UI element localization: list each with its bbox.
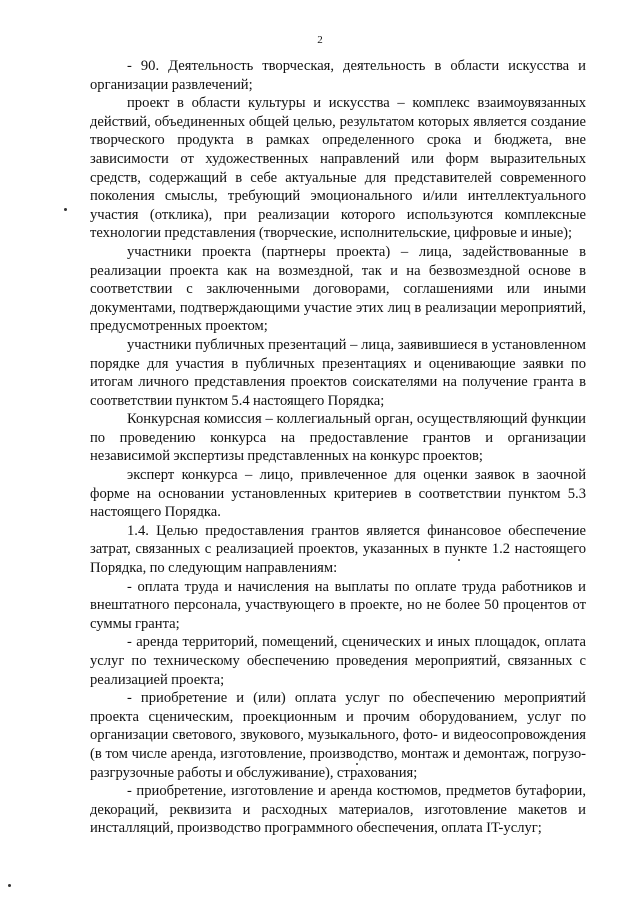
paragraph-definition-commission: Конкурсная комиссия – коллегиальный орган, осуществляющий функции по проведению конкурса на предоставление грантов и организации независимой экспертизы представленных на конкурс проектов;	[90, 411, 586, 465]
scan-speck	[356, 763, 358, 765]
paragraph-definition-presentation-participants: участники публичных презентаций – лица, заявившиеся в установленном порядке для участия в публичных презентациях и оценивающие заявки по итогам личного представления проектов соискателями на получение гранта в соответствии пунктом 5.4 настоящего Порядка;	[90, 336, 586, 409]
list-item-labor-costs: - оплата труда и начисления на выплаты по оплате труда работников и внештатного персонала, участвующего в проекте, но не более 50 процентов от суммы гранта;	[90, 578, 586, 632]
list-item-equipment: - приобретение и (или) оплата услуг по обеспечению мероприятий проекта сценическим, проекционным и прочим оборудованием, услуг по организации светового, звукового, музыкального, фото- и видеосопровождения (в том числе аренда, изготовление, производство, монтаж и демонтаж, погрузо-разгрузочные работы и обслуживание), страхования;	[90, 690, 586, 781]
list-item-rent: - аренда территорий, помещений, сценических и иных площадок, оплата услуг по техническому обеспечению проведения мероприятий, связанных с реализацией проекта;	[90, 634, 586, 688]
list-item-costumes: - приобретение, изготовление и аренда костюмов, предметов бутафории, декораций, реквизита и расходных материалов, изготовление макетов и инсталляций, производство программного обеспечения, оплата IT-услуг;	[90, 783, 586, 837]
paragraph-definition-project-participants: участники проекта (партнеры проекта) – лица, задействованные в реализации проекта как на возмездной, так и на безвозмездной основе в соответствии с заключенными договорами, соглашениями или иными документами, подтверждающими участие этих лиц в реализации мероприятий, предусмотренных проектом;	[90, 243, 586, 335]
page-number: 2	[317, 34, 323, 46]
scan-speck	[458, 559, 460, 561]
scan-speck	[64, 208, 67, 211]
scan-speck	[8, 884, 11, 887]
paragraph-definition-expert: эксперт конкурса – лицо, привлеченное для оценки заявок в заочной форме на основании установленных критериев в соответствии пунктом 5.3 настоящего Порядка.	[90, 467, 586, 521]
paragraph-okved-90: - 90. Деятельность творческая, деятельность в области искусства и организации развлечений;	[90, 58, 586, 93]
paragraph-section-1-4: 1.4. Целью предоставления грантов является финансовое обеспечение затрат, связанных с реализацией проектов, указанных в пункте 1.2 настоящего Порядка, по следующим направлениям:	[90, 522, 586, 577]
paragraph-definition-project: проект в области культуры и искусства – комплекс взаимоувязанных действий, объединенных общей целью, результатом которых является создание творческого продукта в рамках определенного срока и бюджета, вне зависимости от художественных направлений или форм выразительных средств, содержащий в себе актуальные для представителей современного поколения смыслы, требующий эмоционального и/или интеллектуального участия (отклика), при реализации которого используются комплексные технологии представления (творческие, исполнительские, цифровые и иные);	[90, 95, 586, 242]
document-body	[90, 57, 586, 838]
